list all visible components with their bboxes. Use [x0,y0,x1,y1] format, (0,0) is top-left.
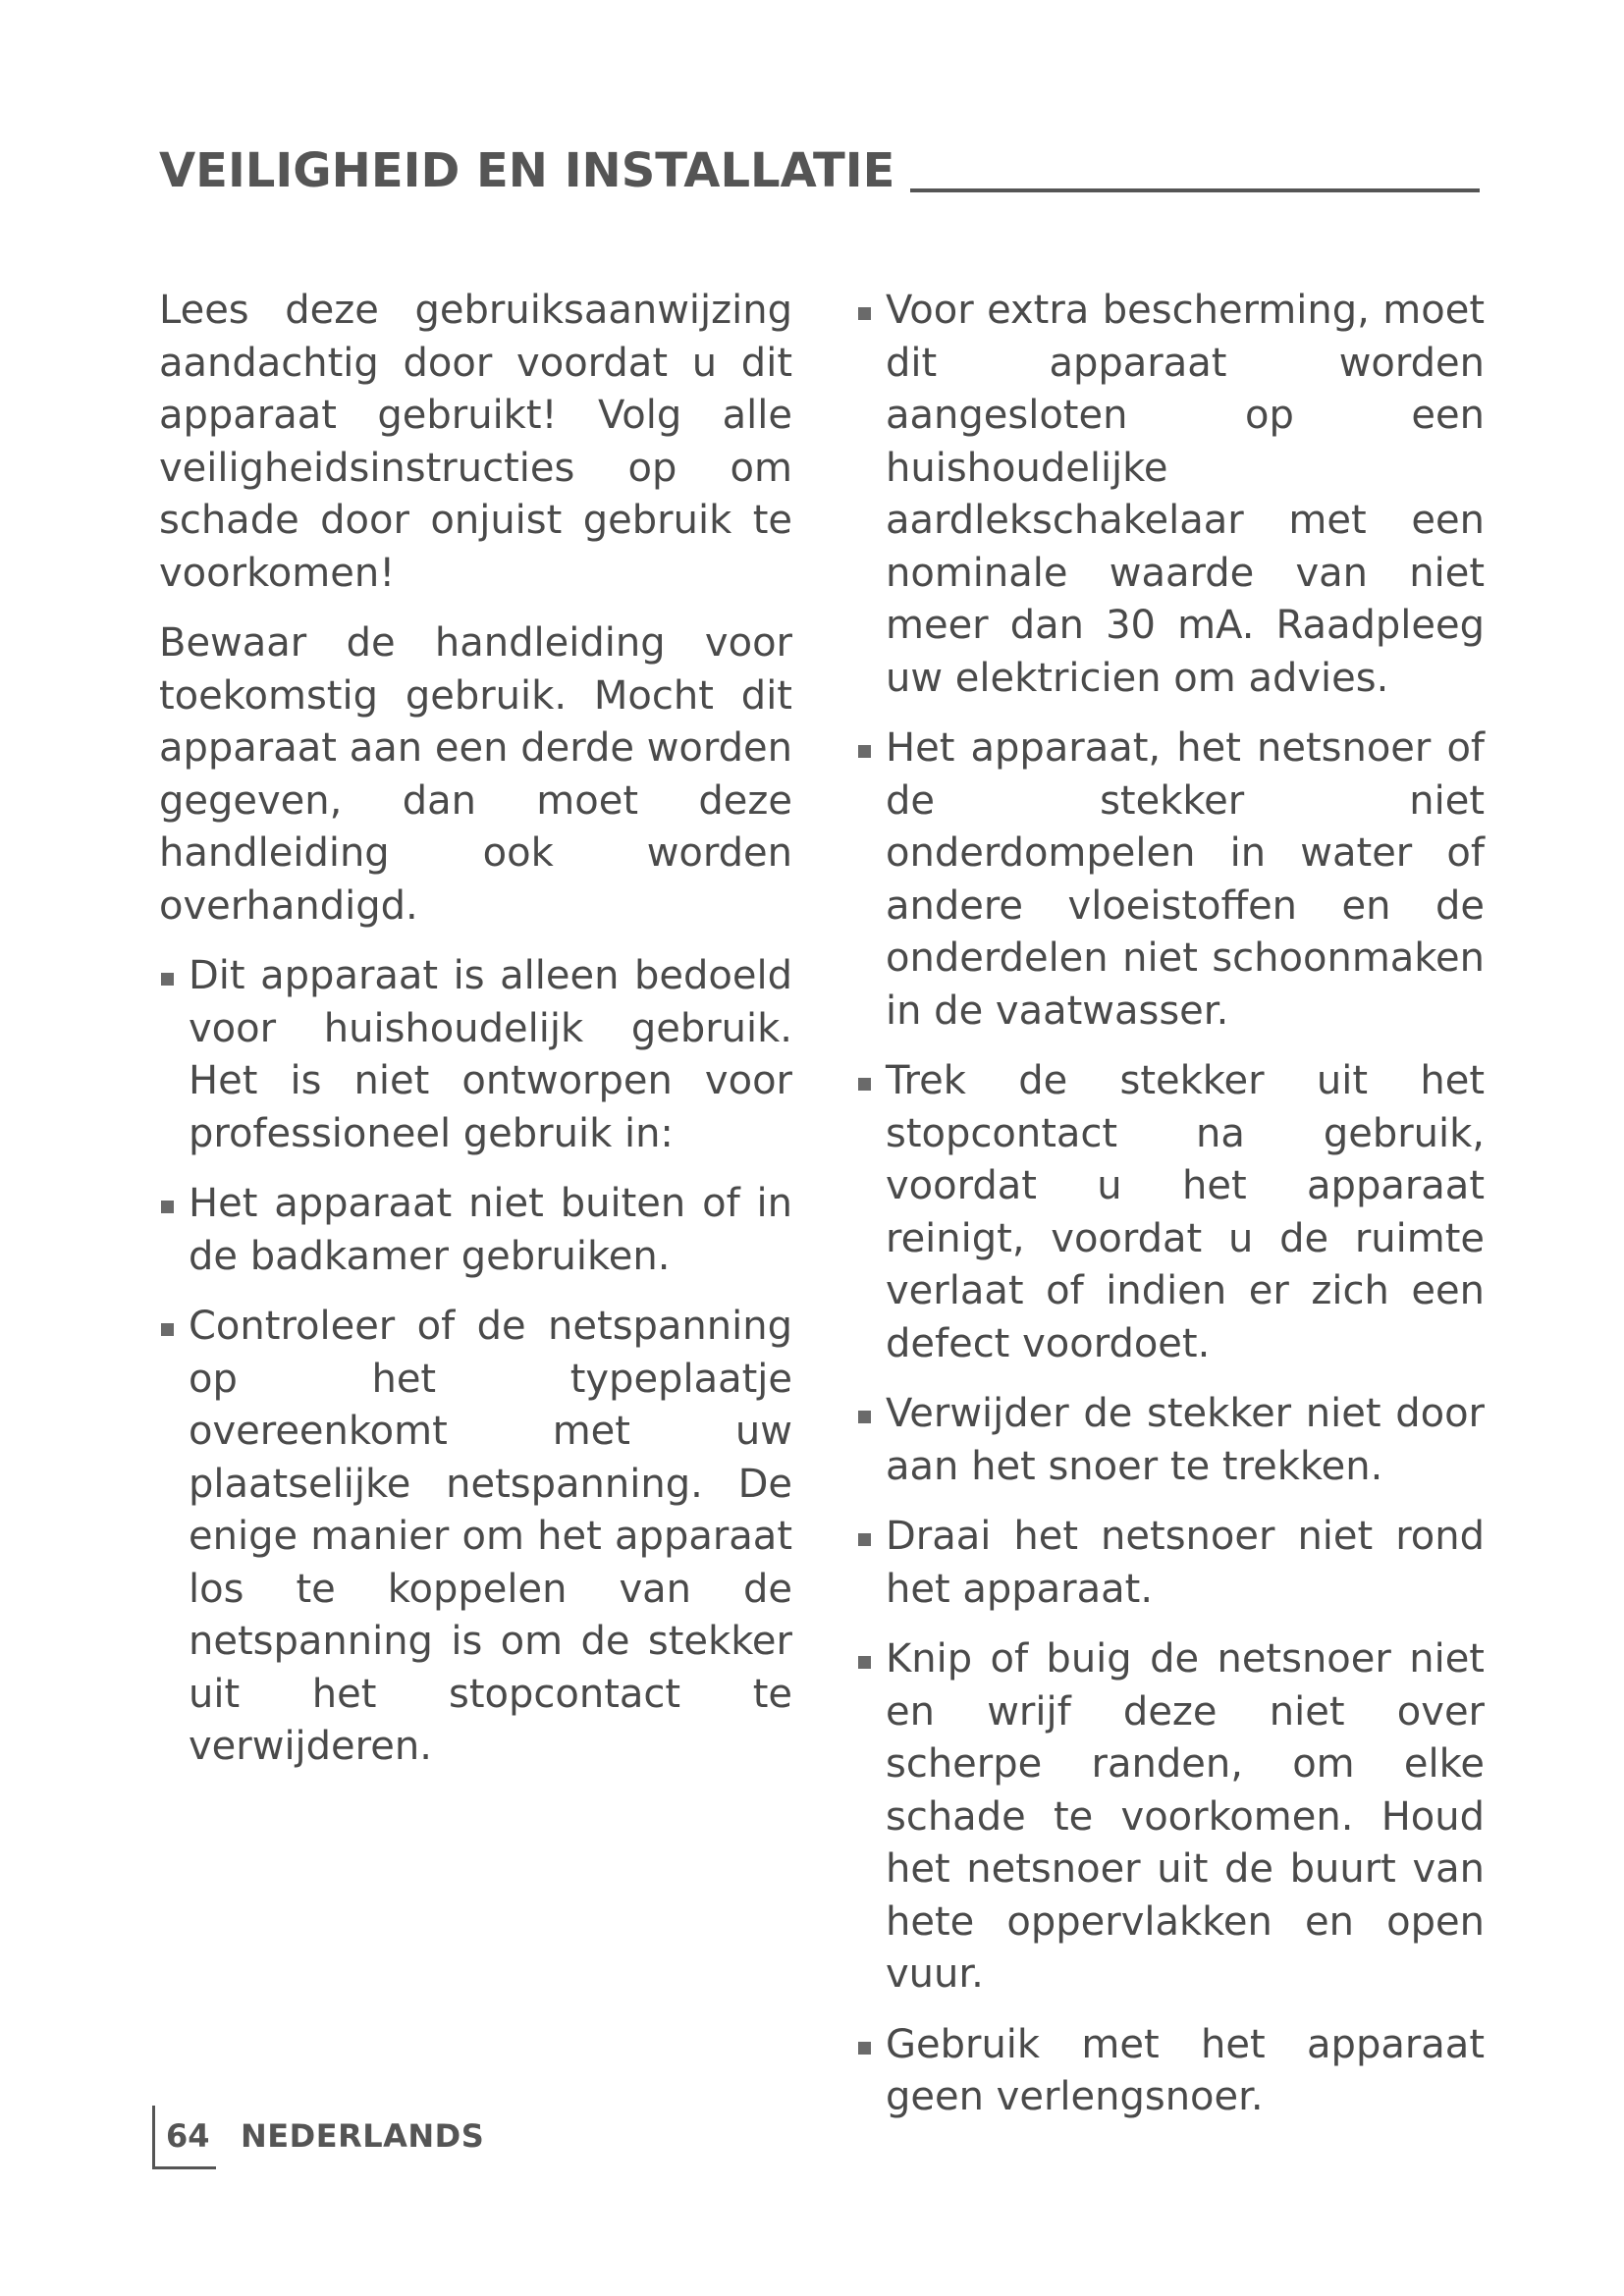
list-item-text: Gebruik met het apparaat geen verlengsnoer. [886,2021,1485,2119]
list-item-text: Draai het netsnoer niet rond het apparaat. [886,1514,1485,1612]
heading-rule [910,188,1480,192]
left-column [159,285,792,1791]
list-item-text: Dit apparaat is alleen bedoeld voor huishoudelijk gebruik. Het is niet ontworpen voor professioneel gebruik in: [189,953,792,1156]
square-bullet-icon [858,307,871,320]
square-bullet-icon [858,745,871,758]
list-item [856,722,1485,1038]
square-bullet-icon [858,2042,871,2055]
right-column [856,285,1485,2142]
square-bullet-icon [858,1411,871,1423]
square-bullet-icon [161,973,174,986]
list-item-text: Het apparaat, het netsnoer of de stekker niet onderdompelen in water of andere vloeistoffen en de onderdelen niet schoonmaken in de vaatwasser. [886,725,1485,1034]
list-item-text: Trek de stekker uit het stopcontact na gebruik, voordat u het apparaat reinigt, voordat u de ruimte verlaat of indien er zich een defect voordoet. [886,1058,1485,1366]
list-item [856,285,1485,705]
square-bullet-icon [858,1078,871,1091]
square-bullet-icon [161,1323,174,1336]
list-item-text: Het apparaat niet buiten of in de badkamer gebruiken. [189,1181,792,1279]
keep-manual-paragraph: Bewaar de handleiding voor toekomstig gebruik. Mocht dit apparaat aan een derde worden gegeven, dan moet deze handleiding ook worden overhandigd. [159,620,792,929]
list-item [856,1055,1485,1370]
list-item [856,2019,1485,2124]
list-item [159,950,792,1160]
intro-paragraph: Lees deze gebruiksaanwijzing aandachtig door voordat u dit apparaat gebruikt! Volg alle veiligheidsinstructies op om schade door onjuist gebruik te voorkomen! [159,288,792,596]
list-item-text: Knip of buig de netsnoer niet en wrijf deze niet over scherpe randen, om elke schade te voorkomen. Houd het netsnoer uit de buurt van hete oppervlakken en open vuur. [886,1636,1485,1997]
page-number: 64 [166,2117,210,2155]
list-item [856,1511,1485,1616]
list-item [856,1633,1485,2002]
list-item [159,1178,792,1283]
square-bullet-icon [858,1533,871,1546]
list-item-text: Verwijder de stekker niet door aan het snoer te trekken. [886,1391,1485,1489]
list-item [159,1301,792,1774]
footer-language: NEDERLANDS [241,2117,485,2155]
list-item [856,1388,1485,1493]
square-bullet-icon [161,1201,174,1213]
section-heading [159,143,1480,198]
list-item-text: Voor extra bescherming, moet dit apparaat worden aangesloten op een huishoudelijke aardlekschakelaar met een nominale waarde van niet meer dan 30 mA. Raadpleeg uw elektricien om advies. [886,288,1485,701]
square-bullet-icon [858,1656,871,1669]
list-item-text: Controleer of de netspanning op het typeplaatje overeenkomt met uw plaatselijke netspanning. De enige manier om het apparaat los te koppelen van de netspanning is om de stekker uit het stopcontact te verwijderen. [189,1304,792,1769]
page-title: VEILIGHEID EN INSTALLATIE [159,143,895,198]
